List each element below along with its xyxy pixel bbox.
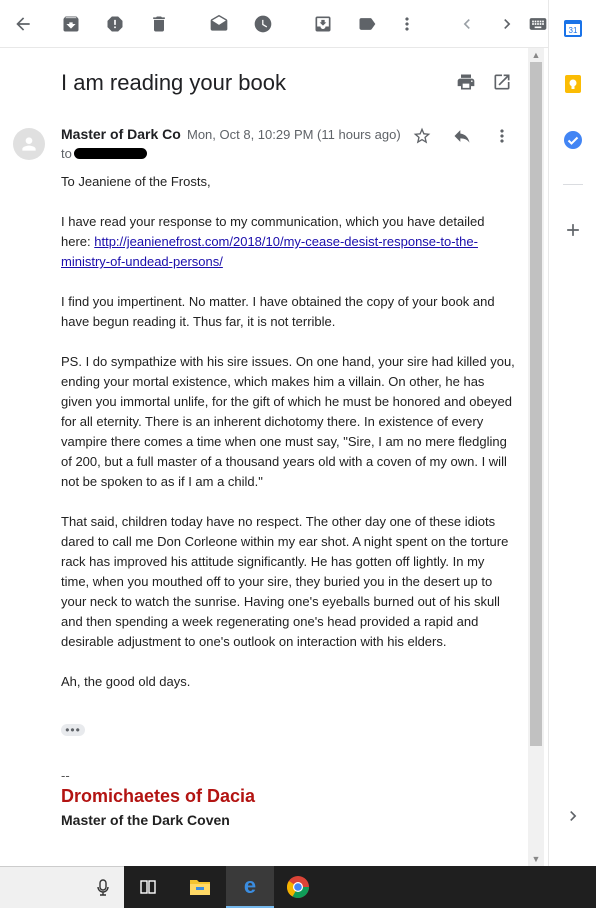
email-toolbar: [0, 0, 548, 48]
keep-icon[interactable]: [563, 74, 583, 94]
task-view-icon[interactable]: [124, 866, 172, 908]
email-subject: I am reading your book: [61, 70, 287, 95]
add-addon-icon[interactable]: [563, 220, 583, 240]
more-icon[interactable]: [393, 10, 421, 38]
move-to-icon[interactable]: [309, 10, 337, 38]
reply-icon[interactable]: [450, 124, 474, 148]
avatar[interactable]: [13, 128, 45, 160]
older-icon[interactable]: [493, 10, 521, 38]
signature-separator: --: [61, 768, 70, 783]
delete-icon[interactable]: [145, 10, 173, 38]
chrome-browser-icon[interactable]: [274, 866, 322, 908]
file-explorer-icon[interactable]: [176, 866, 224, 908]
calendar-icon[interactable]: [563, 18, 583, 38]
archive-icon[interactable]: [57, 10, 85, 38]
tasks-icon[interactable]: [563, 130, 583, 150]
edge-browser-icon[interactable]: [226, 866, 274, 908]
side-panel: [548, 0, 596, 866]
signature-title: Master of the Dark Coven: [61, 812, 230, 828]
microphone-icon[interactable]: [96, 879, 110, 897]
paragraph-4: That said, children today have no respect. The other day one of these idiots dared to call me Don Corleone within my ear shot. A night spent on the torture rack has improved his attitude significantly. He has gotten off lightly. In my time, when you mouthed off to your sire, they buried you in the desert up to your neck to watch the sunrise. Having one's eyeballs burned out of his skull and then spending a week regenerating one's head provided a rapid and desirable adjustment to one's outlook on interaction with his elders.: [61, 514, 509, 649]
signature-name: Dromichaetes of Dacia: [61, 786, 256, 806]
paragraph-1-text: I have read your response to my communication, which you have detailed here:: [61, 214, 485, 249]
scroll-down-arrow-icon[interactable]: ▼: [531, 854, 541, 864]
scrollbar[interactable]: [528, 48, 544, 866]
open-new-window-icon[interactable]: [492, 72, 512, 97]
labels-icon[interactable]: [353, 10, 381, 38]
newer-icon[interactable]: [453, 10, 481, 38]
mark-unread-icon[interactable]: [205, 10, 233, 38]
show-trimmed-content-button[interactable]: •••: [61, 724, 85, 736]
side-divider: [563, 184, 583, 185]
response-link[interactable]: http://jeanienefrost.com/2018/10/my-cease-desist-response-to-the-ministry-of-undead-persons/: [61, 234, 478, 269]
report-spam-icon[interactable]: [101, 10, 129, 38]
recipient-line[interactable]: to: [61, 146, 72, 161]
message-more-icon[interactable]: [490, 124, 514, 148]
back-arrow-icon[interactable]: [9, 10, 37, 38]
greeting: To Jeaniene of the Frosts,: [61, 174, 211, 189]
windows-taskbar: [0, 866, 596, 908]
paragraph-5: Ah, the good old days.: [61, 674, 191, 689]
paragraph-1: [61, 212, 516, 272]
paragraph-2: I find you impertinent. No matter. I have obtained the copy of your book and have begun reading it. Thus far, it is not terrible.: [61, 294, 495, 329]
svg-text:e: e: [243, 874, 257, 898]
redacted-recipient: [74, 148, 147, 159]
calendar-day: 31: [568, 26, 578, 35]
taskbar-search-box[interactable]: [0, 866, 124, 908]
keyboard-icon[interactable]: [528, 10, 548, 38]
scroll-up-arrow-icon[interactable]: ▲: [531, 50, 541, 60]
sender-name[interactable]: Master of Dark Co: [61, 126, 181, 142]
paragraph-3: PS. I do sympathize with his sire issues. On one hand, your sire had killed you, ending your mortal existence, which makes him a villain. On other, he has given you immortal unlife, for the gift of which he must be honored and obeyed for all eternity. There is an inherent dichotomy there. In existence of every vampire there comes a time when one must say, "Sire, I am no mere fledgling of 200, but a full master of a thousand years old with a coven of my own. I will not be spoken to as if I am a child.": [61, 354, 515, 489]
email-date: Mon, Oct 8, 10:29 PM (11 hours ago): [187, 127, 401, 142]
star-icon[interactable]: [410, 124, 434, 148]
snooze-icon[interactable]: [249, 10, 277, 38]
email-view: [0, 48, 528, 866]
print-icon[interactable]: [456, 72, 476, 97]
email-body: [61, 172, 516, 712]
scroll-thumb[interactable]: [530, 62, 542, 746]
expand-panel-icon[interactable]: [563, 806, 583, 826]
